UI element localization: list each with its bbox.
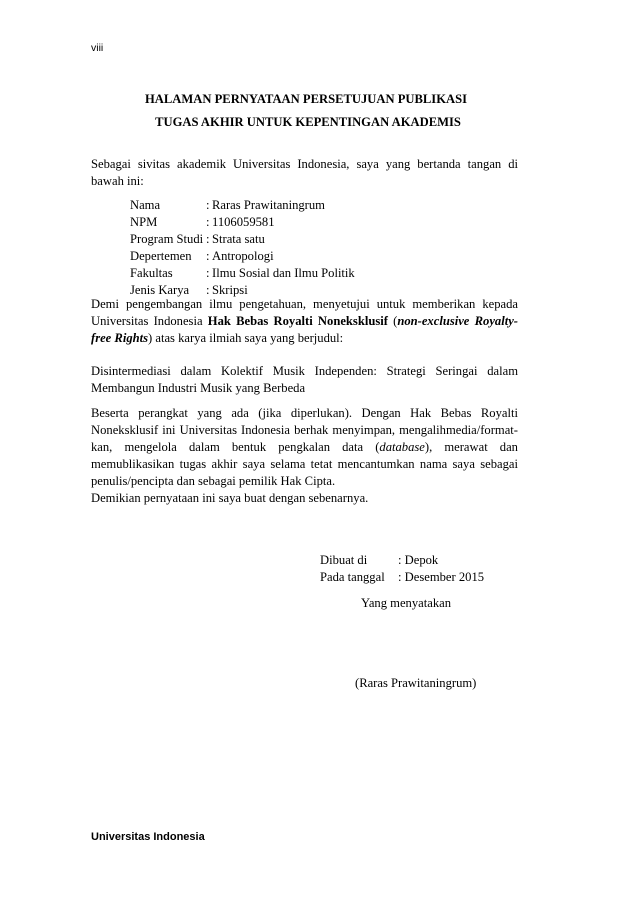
identity-separator: : (206, 198, 210, 212)
identity-row-faculty (130, 265, 355, 282)
identity-value: 1106059581 (212, 215, 275, 229)
identity-row-program (130, 231, 355, 248)
intro-paragraph: Sebagai sivitas akademik Universitas Indonesia, saya yang bertanda tangan di bawah ini: (91, 157, 518, 188)
identity-row-npm (130, 214, 355, 231)
rights-paragraph (91, 405, 518, 490)
closing-statement: Demikian pernyataan ini saya buat dengan sebenarnya. (91, 491, 369, 505)
signature-place-date (320, 552, 484, 586)
identity-label: NPM (130, 215, 158, 229)
consent-rights-term: Hak Bebas Royalti Noneksklusif (207, 314, 388, 328)
consent-paragraph (91, 296, 518, 347)
signature-value: : Depok (398, 553, 439, 567)
signature-value: : Desember 2015 (398, 570, 485, 584)
signature-row-place (320, 552, 484, 569)
identity-row-department (130, 248, 355, 265)
identity-label: Fakultas (130, 266, 173, 280)
identity-label: Program Studi (130, 232, 204, 246)
identity-label: Nama (130, 198, 161, 212)
identity-value: Skripsi (212, 283, 248, 297)
identity-separator: : (206, 283, 210, 297)
identity-separator: : (206, 249, 210, 263)
rights-database-term: database (379, 440, 425, 454)
rights-text-2: ), merawat dan memublikasikan tugas akhir saya selama tetat mencantumkan nama saya sebagai penulis/pencipta dan sebagai pemilik Hak Cipta. (91, 440, 518, 488)
consent-text-2: ( (387, 314, 398, 328)
identity-label: Depertemen (130, 249, 192, 263)
identity-value: Antropologi (212, 249, 274, 263)
identity-value: Strata satu (212, 232, 265, 246)
consent-rights-term-english: non-exclusive Royalty-free Rights (91, 314, 518, 345)
consent-text-1: Demi pengembangan ilmu pengetahuan, menyetujui untuk memberikan kepada Universitas Indonesia (91, 297, 518, 328)
page-title-line-1: HALAMAN PERNYATAAN PERSETUJUAN PUBLIKASI (145, 92, 467, 106)
signature-row-date (320, 569, 484, 586)
identity-separator: : (206, 232, 210, 246)
thesis-title: Disintermediasi dalam Kolektif Musik Independen: Strategi Seringai dalam Membangun Industri Musik yang Berbeda (91, 364, 518, 395)
signer-name: (Raras Prawitaningrum) (355, 676, 477, 690)
signature-label: Dibuat di (320, 553, 368, 567)
identity-row-name (130, 197, 355, 214)
identity-separator: : (206, 215, 210, 229)
declarer-label: Yang menyatakan (361, 596, 452, 610)
signature-label: Pada tanggal (320, 570, 385, 584)
identity-value: Ilmu Sosial dan Ilmu Politik (212, 266, 355, 280)
identity-value: Raras Prawitaningrum (212, 198, 325, 212)
page-number: viii (91, 42, 104, 54)
identity-separator: : (206, 266, 210, 280)
page-title-line-2: TUGAS AKHIR UNTUK KEPENTINGAN AKADEMIS (155, 115, 461, 129)
identity-label: Jenis Karya (130, 283, 190, 297)
rights-text-1: Beserta perangkat yang ada (jika diperlukan). Dengan Hak Bebas Royalti Noneksklusif ini Universitas Indonesia berhak menyimpan, mengalihmedia/format-kan, mengelola dalam bentuk pengkalan data ( (91, 406, 518, 454)
consent-text-3: ) atas karya ilmiah saya yang berjudul: (148, 331, 344, 345)
identity-table (130, 197, 355, 299)
footer-institution: Universitas Indonesia (91, 831, 205, 843)
